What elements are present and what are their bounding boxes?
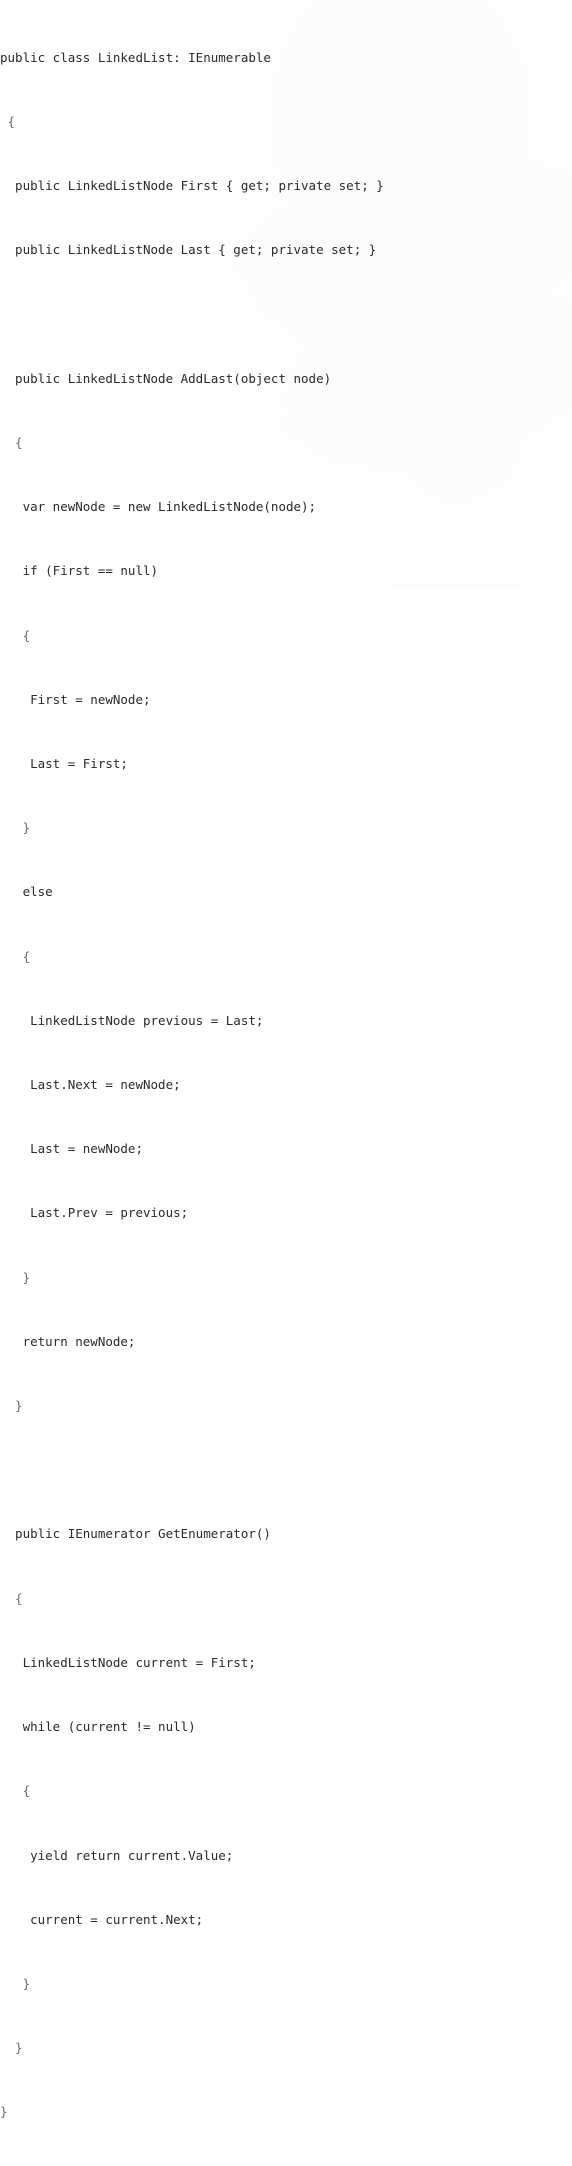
code-line-30: current = current.Next; xyxy=(0,1911,204,1927)
code-line-22: } xyxy=(0,1398,23,1414)
code-line-17: Last.Next = newNode; xyxy=(0,1077,181,1093)
code-line-32: } xyxy=(0,2040,23,2056)
code-line-3: public LinkedListNode First { get; private set; } xyxy=(0,178,384,194)
code-line-28: { xyxy=(0,1783,31,1799)
code-line-26: LinkedListNode current = First; xyxy=(0,1654,256,1670)
code-line-24: public IEnumerator GetEnumerator() xyxy=(0,1526,271,1542)
code-line-18: Last = newNode; xyxy=(0,1141,143,1157)
code-line-29: yield return current.Value; xyxy=(0,1847,234,1863)
code-listing xyxy=(0,4,384,2166)
code-line-7: { xyxy=(0,435,23,451)
code-line-13: } xyxy=(0,820,31,836)
code-line-2: { xyxy=(0,114,16,130)
code-line-1: public class LinkedList: IEnumerable xyxy=(0,49,271,65)
code-line-9: if (First == null) xyxy=(0,563,159,579)
code-line-15: { xyxy=(0,948,31,964)
code-line-25: { xyxy=(0,1590,23,1606)
code-line-23 xyxy=(0,1459,384,1480)
code-line-31: } xyxy=(0,1975,31,1991)
code-line-27: while (current != null) xyxy=(0,1719,196,1735)
code-line-6: public LinkedListNode AddLast(object node) xyxy=(0,370,332,386)
code-line-33: } xyxy=(0,2104,8,2120)
code-line-16: LinkedListNode previous = Last; xyxy=(0,1012,264,1028)
code-line-8: var newNode = new LinkedListNode(node); xyxy=(0,499,317,515)
code-line-5 xyxy=(0,304,384,325)
code-line-12: Last = First; xyxy=(0,756,128,772)
code-line-14: else xyxy=(0,884,53,900)
code-line-4: public LinkedListNode Last { get; private set; } xyxy=(0,242,377,258)
code-line-10: { xyxy=(0,627,31,643)
code-line-19: Last.Prev = previous; xyxy=(0,1205,189,1221)
code-line-11: First = newNode; xyxy=(0,691,151,707)
code-line-20: } xyxy=(0,1269,31,1285)
code-line-21: return newNode; xyxy=(0,1333,136,1349)
